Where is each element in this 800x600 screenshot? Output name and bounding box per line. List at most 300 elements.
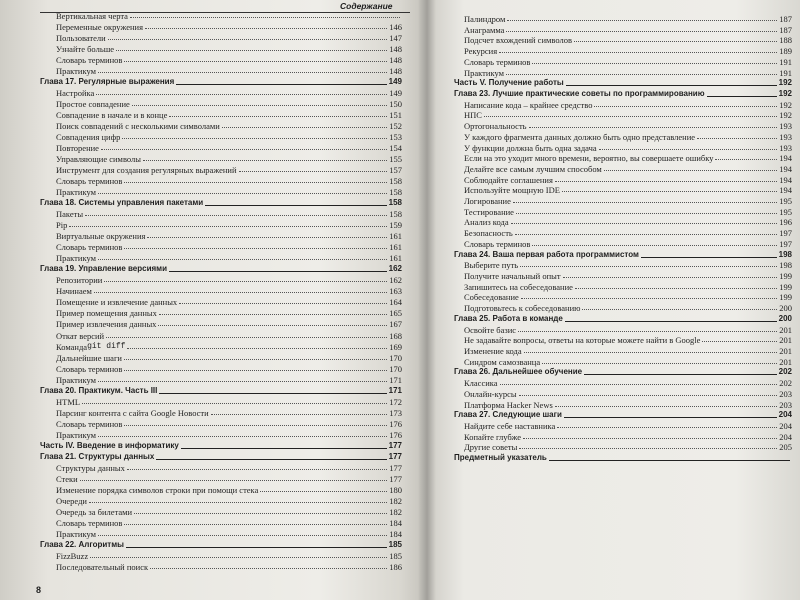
toc-entry (464, 325, 792, 335)
toc-leader (98, 535, 387, 536)
toc-leader (715, 159, 777, 160)
toc-entry-title: Соблюдайте соглашения (464, 174, 553, 185)
toc-entry-page: 169 (389, 341, 402, 352)
toc-leader (549, 460, 790, 461)
toc-entry-page: 191 (779, 56, 792, 67)
toc-entry-page: 176 (389, 418, 402, 429)
toc-entry-title: Глава 26. Дальнейшее обучение (454, 367, 583, 377)
toc-entry-title: Запишитесь на собеседование (464, 281, 573, 292)
toc-leader (96, 94, 387, 95)
toc-entry-page: 161 (389, 242, 402, 253)
toc-entry-page: 202 (779, 378, 792, 389)
toc-leader (513, 202, 777, 203)
toc-entry-page: 203 (779, 388, 792, 399)
toc-entry-page: 177 (388, 451, 402, 461)
toc-entry-title: Копайте глубже (464, 431, 522, 442)
toc-entry-page: 199 (779, 292, 792, 303)
toc-entry-title: Онлайн-курсы (464, 388, 517, 399)
toc-entry-page: 161 (389, 253, 402, 264)
toc-entry-page: 184 (389, 528, 402, 539)
toc-entry (464, 207, 792, 217)
toc-leader (604, 170, 777, 171)
toc-entry-title: Подготовьтесь к собеседованию (464, 303, 581, 314)
toc-entry-page: 148 (389, 66, 402, 77)
toc-entry (56, 99, 402, 109)
toc-entry (464, 196, 792, 206)
toc-leader (532, 63, 777, 64)
toc-entry (464, 185, 792, 195)
toc-entry (56, 408, 402, 418)
toc-leader (529, 127, 778, 128)
toc-leader (563, 277, 778, 278)
toc-leader (124, 182, 387, 183)
toc-entry-page: 187 (779, 14, 792, 24)
toc-entry-title: Тестирование (464, 206, 514, 217)
toc-entry-title: Глава 25. Работа в команде (454, 313, 563, 323)
toc-entry-title: Структуры данных (56, 462, 125, 473)
toc-leader (134, 513, 387, 514)
toc-leader (519, 448, 777, 449)
toc-leader (80, 480, 388, 481)
toc-leader (521, 298, 777, 299)
toc-leader (520, 266, 777, 267)
toc-entry (464, 14, 792, 24)
toc-entry-title: Управляющие символы (56, 154, 141, 165)
toc-entry-page: 176 (389, 429, 402, 440)
toc-leader (150, 568, 387, 569)
toc-entry (56, 507, 402, 517)
toc-entry-page: 154 (389, 143, 402, 154)
toc-entry (56, 33, 402, 43)
toc-entry (464, 143, 792, 153)
toc-leader (127, 469, 387, 470)
toc-entry-title: Стеки (56, 473, 78, 484)
toc-leader (179, 303, 387, 304)
toc-entry-page: 158 (388, 198, 402, 208)
toc-leader (532, 245, 777, 246)
toc-leader (94, 292, 387, 293)
toc-entry-title: Словарь терминов (56, 418, 123, 429)
toc-entry-title: Простое совпадение (56, 99, 130, 110)
toc-leader (82, 403, 387, 404)
toc-entry (464, 346, 792, 356)
toc-leader (69, 226, 387, 227)
toc-entry (464, 35, 792, 45)
toc-entry-page: 162 (388, 264, 402, 274)
toc-entry (56, 430, 402, 440)
toc-leader (124, 359, 387, 360)
toc-entry (56, 154, 402, 164)
toc-leader (542, 363, 777, 364)
toc-entry-page: 192 (779, 99, 792, 110)
toc-leader (132, 105, 387, 106)
toc-entry-title: Подсчет вхождений символов (464, 35, 572, 46)
toc-entry-page: 165 (389, 308, 402, 319)
toc-entry-title: Пользователи (56, 33, 106, 44)
toc-leader (98, 381, 387, 382)
toc-entry-title: Поиск совпадений с несколькими символами (56, 121, 220, 132)
toc-entry (464, 153, 792, 163)
toc-entry-title: Безопасность (464, 228, 513, 239)
toc-entry-page: 191 (779, 67, 792, 78)
toc-entry-title: Практикум (56, 528, 96, 539)
toc-entry-title: Синдром самозванца (464, 356, 541, 367)
toc-leader (124, 524, 387, 525)
toc-entry (464, 217, 792, 227)
toc-leader (499, 52, 777, 53)
toc-entry (56, 342, 402, 352)
toc-entry-page: 157 (389, 165, 402, 176)
toc-entry (56, 496, 402, 506)
toc-entry (56, 165, 402, 175)
toc-leader (584, 374, 777, 375)
toc-entry-page: 152 (389, 121, 402, 132)
toc-entry-page: 164 (389, 297, 402, 308)
toc-entry (56, 88, 402, 98)
toc-entry (464, 100, 792, 110)
toc-entry-title: У каждого фрагмента данных должно быть одно представление (464, 131, 696, 142)
toc-entry (56, 353, 402, 363)
toc-leader (158, 325, 387, 326)
toc-entry-page: 177 (389, 473, 402, 484)
toc-entry-page: 170 (389, 363, 402, 374)
toc-entry-title: Часть V. Получение работы (454, 78, 564, 88)
toc-leader (124, 61, 387, 62)
toc-entry-title: Глава 17. Регулярные выражения (40, 77, 175, 87)
toc-leader (143, 160, 387, 161)
toc-entry-title: Словарь терминов (56, 363, 123, 374)
toc-entry-page: 194 (779, 153, 792, 164)
toc-entry (464, 357, 792, 367)
toc-entry-title: Практикум (56, 374, 96, 385)
toc-entry (464, 378, 792, 388)
toc-leader (582, 309, 777, 310)
toc-leader (159, 393, 386, 394)
toc-leader (127, 348, 387, 349)
toc-entry-title: Инструмент для создания регулярных выражений (56, 165, 237, 176)
toc-leader (159, 314, 387, 315)
toc-leader (566, 85, 777, 86)
toc-leader (557, 427, 777, 428)
toc-entry (464, 228, 792, 238)
toc-entry (56, 11, 402, 21)
toc-leader (124, 248, 387, 249)
toc-chapter-entry (454, 410, 792, 420)
toc-entry-title: Другие советы (464, 442, 518, 453)
toc-entry-page: 205 (779, 442, 792, 453)
toc-leader (90, 557, 387, 558)
toc-entry (464, 432, 792, 442)
toc-entry-title: Репозитории (56, 275, 103, 286)
toc-leader (89, 502, 387, 503)
toc-entry-page: 195 (779, 196, 792, 207)
toc-leader (516, 213, 777, 214)
toc-leader (130, 17, 400, 18)
toc-chapter-entry (40, 441, 402, 451)
toc-entry (464, 46, 792, 56)
toc-entry-page: 196 (779, 217, 792, 228)
toc-entry-title: Pip (56, 220, 68, 231)
toc-entry-title: Команда (56, 341, 88, 352)
toc-entry (56, 231, 402, 241)
toc-entry-page: 153 (389, 132, 402, 143)
toc-leader (222, 127, 387, 128)
toc-leader (707, 96, 777, 97)
toc-leader (523, 438, 777, 439)
toc-entry-page: 158 (389, 187, 402, 198)
toc-entry-title: Настройка (56, 88, 95, 99)
toc-entry-page: 188 (779, 35, 792, 46)
toc-entry-page: 177 (389, 462, 402, 473)
toc-entry (56, 297, 402, 307)
toc-entry-title: Глава 19. Управление версиями (40, 264, 168, 274)
toc-entry-title: Глава 23. Лучшие практические советы по программированию (454, 88, 705, 98)
toc-entry-page: 172 (389, 396, 402, 407)
toc-leader (85, 215, 387, 216)
toc-entry-title: Используйте мощную IDE (464, 185, 560, 196)
toc-entry-title: Часть IV. Введение в информатику (40, 440, 179, 450)
toc-entry-page: 201 (779, 324, 792, 335)
toc-entry-page: 193 (779, 131, 792, 142)
toc-leader (126, 547, 387, 548)
toc-entry-page: 198 (779, 260, 792, 271)
toc-entry (56, 331, 402, 341)
toc-entry-page: 197 (779, 228, 792, 239)
toc-entry-page: 194 (779, 163, 792, 174)
toc-entry-page: 177 (388, 440, 402, 450)
toc-entry-title: Виртуальные окружения (56, 231, 146, 242)
toc-chapter-entry (454, 367, 792, 377)
toc-entry-title: Если на это уходит много времени, вероятно, вы совершаете ошибку (464, 153, 714, 164)
page-number: 8 (36, 585, 42, 595)
toc-entry-title: Рекурсия (464, 46, 498, 57)
toc-leader (98, 436, 387, 437)
toc-entry-page: 204 (779, 431, 792, 442)
toc-entry-title: Практикум (464, 67, 504, 78)
toc-entry-page: 170 (389, 352, 402, 363)
toc-entry (56, 55, 402, 65)
toc-entry (464, 121, 792, 131)
right-page (430, 0, 800, 600)
toc-entry-page: 185 (389, 550, 402, 561)
toc-entry-title: HTML (56, 396, 81, 407)
toc-entry (56, 220, 402, 230)
toc-leader (564, 417, 777, 418)
toc-entry-page: 148 (389, 55, 402, 66)
toc-entry (56, 375, 402, 385)
toc-entry-title: Очередь за билетами (56, 506, 133, 517)
toc-entry (464, 282, 792, 292)
toc-chapter-entry (454, 78, 792, 88)
toc-entry-title: Глава 18. Системы управления пакетами (40, 198, 204, 208)
toc-entry-title: Дальнейшие шаги (56, 352, 122, 363)
toc-leader (484, 116, 777, 117)
toc-entry-page: 193 (779, 142, 792, 153)
toc-leader (98, 259, 387, 260)
toc-entry (464, 164, 792, 174)
toc-entry-title: Совпадения цифр (56, 132, 121, 143)
toc-entry-title: Помещение и извлечение данных (56, 297, 178, 308)
toc-entry-title: Получите начальный опыт (464, 271, 561, 282)
toc-entry-page: 198 (778, 249, 792, 259)
toc-entry-page: 192 (778, 78, 792, 88)
toc-entry-title: Анаграмма (464, 24, 505, 35)
toc-leader (574, 41, 777, 42)
toc-entry (464, 132, 792, 142)
toc-entry-title: Последовательный поиск (56, 561, 149, 572)
toc-entry (56, 176, 402, 186)
toc-entry-title: Словарь терминов (464, 56, 531, 67)
toc-entry-code: git diff (87, 341, 126, 351)
toc-entry (56, 319, 402, 329)
toc-entry-page: 185 (388, 539, 402, 549)
toc-entry-title: FizzBuzz (56, 550, 89, 561)
toc-leader (519, 395, 778, 396)
toc-leader (524, 352, 778, 353)
toc-entry (464, 57, 792, 67)
toc-entry-page: 199 (779, 281, 792, 292)
toc-entry (56, 253, 402, 263)
toc-entry-title: Очереди (56, 495, 87, 506)
toc-leader (702, 341, 777, 342)
toc-entry (56, 364, 402, 374)
toc-leader (641, 257, 777, 258)
toc-entry-page: 192 (779, 110, 792, 121)
toc-entry-title: Словарь терминов (464, 238, 531, 249)
toc-entry-title: Откат версий (56, 330, 105, 341)
toc-entry-title: Логирование (464, 196, 511, 207)
toc-entry (56, 121, 402, 131)
toc-entry (464, 400, 792, 410)
toc-entry (56, 485, 402, 495)
toc-entry (56, 419, 402, 429)
toc-entry-page: 199 (779, 271, 792, 282)
toc-entry-title: Словарь терминов (56, 176, 123, 187)
toc-leader (124, 370, 387, 371)
toc-entry-page: 161 (389, 231, 402, 242)
toc-entry-title: Глава 24. Ваша первая работа программистом (454, 249, 639, 259)
toc-leader (106, 337, 387, 338)
toc-leader (518, 331, 777, 332)
toc-entry-title: Пакеты (56, 209, 84, 220)
toc-leader (122, 138, 387, 139)
toc-entry-page: 171 (388, 385, 402, 395)
toc-chapter-entry (454, 89, 792, 99)
toc-entry-page: 182 (389, 495, 402, 506)
toc-entry-title: Практикум (56, 187, 96, 198)
toc-leader (211, 414, 388, 415)
toc-chapter-entry (40, 264, 402, 274)
toc-entry (56, 209, 402, 219)
toc-entry-page: 171 (389, 374, 402, 385)
toc-entry-title: Классика (464, 378, 498, 389)
toc-leader (565, 321, 777, 322)
toc-entry (464, 239, 792, 249)
toc-entry (56, 562, 402, 572)
toc-entry-page: 187 (779, 24, 792, 35)
toc-chapter-entry (40, 77, 402, 87)
toc-chapter-entry (40, 452, 402, 462)
toc-entry (464, 68, 792, 78)
toc-entry (464, 271, 792, 281)
toc-entry-title: Ортогональность (464, 121, 527, 132)
toc-entry-page: 201 (779, 335, 792, 346)
toc-entry-title: Найдите себе наставника (464, 420, 556, 431)
toc-chapter-entry (40, 540, 402, 550)
toc-leader (599, 149, 778, 150)
toc-entry (56, 474, 402, 484)
toc-entry (56, 463, 402, 473)
toc-entry-page: 203 (779, 399, 792, 410)
toc-entry-page: 201 (779, 345, 792, 356)
toc-entry (56, 518, 402, 528)
toc-entry-title: Платформа Hacker News (464, 399, 553, 410)
toc-leader (260, 491, 387, 492)
toc-entry-page: 162 (389, 275, 402, 286)
toc-entry-title: Глава 27. Следующие шаги (454, 410, 562, 420)
toc-leader (108, 39, 388, 40)
toc-entry-page: 173 (389, 407, 402, 418)
toc-entry (56, 110, 402, 120)
toc-chapter-entry (454, 250, 792, 260)
toc-leader (169, 116, 387, 117)
toc-entry-page: 149 (388, 77, 402, 87)
toc-entry (464, 110, 792, 120)
toc-entry-page: 150 (389, 99, 402, 110)
toc-leader (156, 459, 386, 460)
toc-leader (145, 28, 387, 29)
toc-leader (181, 448, 387, 449)
toc-leader (98, 193, 387, 194)
toc-leader (169, 271, 387, 272)
toc-entry-title: Словарь терминов (56, 517, 123, 528)
toc-entry-title: Словарь терминов (56, 55, 123, 66)
toc-entry (56, 242, 402, 252)
toc-leader (98, 72, 387, 73)
toc-leader (116, 50, 387, 51)
toc-entry-title: Практикум (56, 253, 96, 264)
toc-entry-page: 158 (389, 176, 402, 187)
toc-entry-title: Изменение порядка символов строки при помощи стека (56, 484, 259, 495)
toc-leader (555, 406, 777, 407)
toc-entry-page: 149 (389, 88, 402, 99)
toc-chapter-entry (40, 386, 402, 396)
toc-entry-page: 180 (389, 484, 402, 495)
toc-leader (176, 84, 386, 85)
toc-entry (464, 25, 792, 35)
toc-entry (56, 397, 402, 407)
toc-entry-title: Изменение кода (464, 345, 522, 356)
toc-entry (464, 421, 792, 431)
toc-entry-page: 193 (779, 121, 792, 132)
toc-entry (464, 260, 792, 270)
toc-entry-page: 197 (779, 238, 792, 249)
toc-entry (56, 308, 402, 318)
toc-leader (101, 149, 387, 150)
toc-entry-page: 195 (779, 206, 792, 217)
toc-leader (147, 237, 387, 238)
toc-entry (56, 275, 402, 285)
toc-entry-page: 146 (389, 22, 402, 33)
toc-entry-page: 204 (779, 420, 792, 431)
toc-entry-title: Собеседование (464, 292, 519, 303)
toc-entry-title: Выберите путь (464, 260, 519, 271)
toc-entry-title: Вертикальная черта (56, 11, 128, 21)
toc-entry-page: 167 (389, 319, 402, 330)
toc-leader (511, 223, 778, 224)
toc-entry (56, 187, 402, 197)
toc-entry-title: Палиндром (464, 14, 506, 24)
